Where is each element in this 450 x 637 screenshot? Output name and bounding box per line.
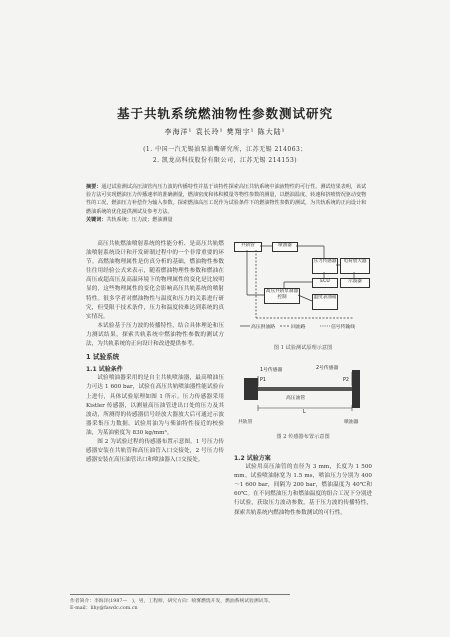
author-bio: 作者简介：李海洋(1987— )，男，工程师，研究方向：喷雾燃烧开发，燃油系统试验测试等。 (70, 599, 274, 604)
sensor-1-label: 1号传感器 (260, 368, 283, 373)
intro-paragraph-2: 本试验基于压力波的传播特性，结合具体理论和压力测试结果，探索共轨系统中燃油物性参数的测试方法，为共轨系统的正向设计和改进提供参考。 (86, 322, 224, 348)
legend-signal: 信号传输线 (331, 325, 355, 330)
p2-label: P2 (343, 378, 349, 383)
abstract-label: 摘要： (86, 184, 102, 190)
affiliation-2: 2. 凯龙高科技股份有限公司，江苏无锡 214153) (152, 157, 298, 164)
legend-supply: 高压供油路 (251, 325, 275, 330)
legend-return: 回油路 (291, 325, 306, 330)
body-paragraph-2: 图 2 为试验过程的传感器布置示意图。1 号压力传感器安装在共轨管和高压油管入口交接处，2 号压力传感器安装在高压油管出口和喷油器入口交接处。 (86, 438, 224, 464)
figure-2-caption: 图 2 传感器布置示意图 (276, 434, 330, 440)
sensor-box: 压力传感器 (312, 258, 338, 274)
figure-1-caption: 图 1 试验测试原理示意图 (273, 345, 333, 351)
scheme-paragraph: 试验用高压油管的直径为 3 mm，长度为 1 500 mm。试验喷油脉宽为 1.5 ms，喷油压力分别为 400～1 600 bar，间隔为 200 bar，燃油温度为 40℃和 60℃。在不同燃油压力和燃油温度的组合工况下分别进行试验，获取压力波动参数，基于压力波的传播特性，探索共轨系统内燃油物性参数测试的可行性。 (234, 464, 372, 516)
intro-paragraph-1: 高压共轨燃油喷射系统的性能分析、是高压共轨燃油喷射系统设计和开发研制过程中的一个非常重要的环节。高燃油物理属性是仿真分析的基础，燃油物性参数往往用经验公式来表示，随着燃油物理性参数和燃油在高压或超高压及高温环境下的物理属性的变化是比较明显的，这些物理属性的变化会影响高压共轨系统的喷射特性。很多学者对燃油物性与温度和压力的关系进行研究，但受限于技术条件，压力和温度较难达到系统的真实情况。 (86, 241, 224, 320)
keywords-label: 关键词： (86, 216, 107, 223)
pipe-label: 高压油管 (286, 396, 306, 401)
section-heading-1-1: 1.1 试验条件 (86, 366, 123, 374)
paper-title: 基于共轨系统燃油物性参数测试研究 (116, 106, 333, 121)
length-label: L (303, 410, 306, 415)
injector-label: 喷油器 (344, 420, 359, 425)
footnote (70, 594, 290, 612)
section-heading-1-2: 1.2 试验方案 (234, 455, 271, 462)
section-heading-1: 1 试验系统 (86, 353, 120, 362)
abstract-text: 通过试验测试高压油管内压力波的传播特性并基于该特性探索高压共轨系统中油液物性的可行性。测试结果表明，该试验方法可实现燃油压力传播速率的准确测量，燃油密度和体积模量等物性参数的测量，以燃油温度、转速和挤喷情况驱动变物性的工况、燃油压力补偿作为输入参数。探索燃油高压工况作为试验条件下的燃油物性参数的测试，为共轨系统的正向设计和燃油系统的优化提供测试及参考方法。 (86, 184, 367, 215)
figure-1-lines (234, 240, 372, 332)
figure-1-diagram (234, 240, 372, 340)
rail-label: 共轨管 (238, 420, 253, 425)
ecu-box: ECU (312, 278, 338, 288)
abstract (86, 183, 370, 224)
pump-box: 高压共轨泵制器控制 (264, 288, 300, 304)
author-email: E-mail：lihy@fawdc.com.cn (70, 606, 138, 611)
injector-box: 喷油器 (272, 242, 298, 252)
tank-box: 温度表油箱 (312, 294, 338, 310)
right-column (234, 454, 372, 518)
sensor-2-label: 2号传感器 (316, 366, 339, 371)
author-list: 李海洋¹ 袁长玲¹ 樊翔宇¹ 陈大陆¹ (164, 128, 286, 136)
scope-box: 示波器 (340, 278, 370, 288)
body-paragraph-1: 试验喷油器采用的是自主共轨喷油器，最高喷油压力可达 1 600 bar，试验在高压共轨喷油器性能试验台上进行，具体试验原理如图 1 所示。压力传感器采用 Kistler 传感器，以测量高压油管进出口处的压力及其波动，所测得的传感器信号经放大器放大后可通过示波器采集压力数据。试验用油为与柴油特性接近的校验油，为某油密度为 830 kg/mm³。 (86, 375, 224, 436)
left-column (86, 240, 224, 465)
figure-2-diagram (234, 358, 372, 428)
keywords-text: 共轨系统；压力波；燃油测量 (106, 216, 173, 223)
amplifier-box: 电荷放大器 (340, 258, 370, 274)
affiliation-1: (1. 中国一汽无锡油泵油嘴研究所，江苏无锡 214063； (143, 146, 307, 153)
p1-label: P1 (260, 378, 266, 383)
rail-box: 共轨管 (234, 242, 262, 252)
